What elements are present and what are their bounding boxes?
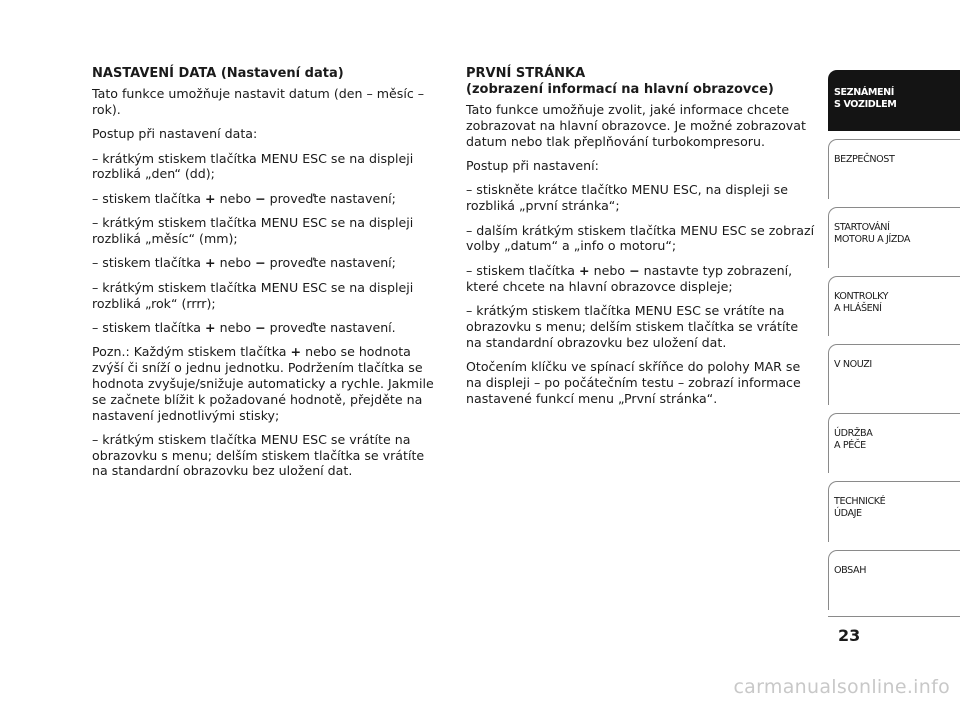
tab-v-nouzi[interactable]: V NOUZI: [828, 344, 960, 405]
right-column: [466, 66, 816, 415]
plus-symbol: +: [205, 319, 216, 335]
tabs-bottom-divider: [828, 616, 960, 617]
paragraph: – stiskem tlačítka + nebo − proveďte nastavení.: [92, 319, 396, 335]
plus-symbol: +: [205, 255, 216, 271]
paragraph: Postup při nastavení:: [466, 157, 599, 173]
minus-symbol: −: [629, 262, 640, 278]
chapter-tabs: [828, 70, 960, 610]
tab-udrzba-a-pece[interactable]: ÚDRŽBA A PÉČE: [828, 413, 960, 474]
minus-symbol: −: [255, 319, 266, 335]
page-number: 23: [838, 626, 861, 645]
paragraph: – krátkým stiskem tlačítka MENU ESC se na displeji rozbliká „den“ (dd);: [92, 150, 414, 182]
paragraph: Tato funkce umožňuje zvolit, jaké informace chcete zobrazovat na hlavní obrazovce. Je možné zobrazovat datum nebo tlak přeplňování turbokompresoru.: [466, 102, 806, 149]
plus-symbol: +: [290, 344, 302, 360]
paragraph: Otočením klíčku ve spínací skříňce do polohy MAR se na displeji – po počátečním testu – zobrazí informace nastavené funkcí menu „První stránka“.: [466, 358, 801, 406]
note-paragraph: Pozn.: Každým stiskem tlačítka + nebo se hodnota zvýší či sníží o jednu jednotku. Podržením tlačítka se hodnota zvyšuje/snižuje automaticky a rychle. Jakmile se začnete blížit k požadované hodnotě, přejděte na nastavení jednotlivými stisky;: [92, 344, 434, 423]
plus-symbol: +: [579, 262, 590, 278]
paragraph: – krátkým stiskem tlačítka MENU ESC se vrátíte na obrazovku s menu; delším stiskem tlačítka se vrátíte na standardní obrazovku bez uložení dat.: [92, 431, 425, 479]
tab-obsah[interactable]: OBSAH: [828, 550, 960, 611]
paragraph: – stiskem tlačítka + nebo − proveďte nastavení;: [92, 190, 396, 206]
paragraph: – krátkým stiskem tlačítka MENU ESC se vrátíte na obrazovku s menu; delším stiskem tlačítka se vrátíte na standardní obrazovku bez uložení dat.: [466, 302, 799, 350]
paragraph: Tato funkce umožňuje nastavit datum (den – měsíc – rok).: [92, 86, 425, 117]
paragraph: – krátkým stiskem tlačítka MENU ESC se na displeji rozbliká „měsíc“ (mm);: [92, 215, 414, 246]
tab-bezpecnost[interactable]: BEZPEČNOST: [828, 139, 960, 200]
minus-symbol: −: [255, 190, 266, 206]
paragraph: – stiskem tlačítka + nebo − nastavte typ zobrazení, které chcete na hlavní obrazovce displeje;: [466, 262, 793, 294]
paragraph: – dalším krátkým stiskem tlačítka MENU ESC se zobrazí volby „datum“ a „info o motoru“;: [466, 222, 815, 254]
tab-startovani-motoru[interactable]: STARTOVÁNÍ MOTORU A JÍZDA: [828, 207, 960, 268]
paragraph: – krátkým stiskem tlačítka MENU ESC se na displeji rozbliká „rok“ (rrrr);: [92, 279, 414, 311]
paragraph: – stiskem tlačítka + nebo − proveďte nastavení;: [92, 255, 396, 271]
tab-kontrolky-a-hlaseni[interactable]: KONTROLKY A HLÁŠENÍ: [828, 276, 960, 337]
plus-symbol: +: [205, 190, 216, 206]
paragraph: Postup při nastavení data:: [92, 126, 258, 142]
tab-seznameni-s-vozidlem[interactable]: SEZNÁMENÍ S VOZIDLEM: [828, 70, 960, 131]
tab-technicke-udaje[interactable]: TECHNICKÉ ÚDAJE: [828, 481, 960, 542]
watermark: carmanualsonline.info: [733, 676, 950, 698]
left-column: [92, 66, 438, 488]
paragraph: – stiskněte krátce tlačítko MENU ESC, na displeji se rozbliká „první stránka“;: [466, 182, 788, 214]
date-setting-heading: NASTAVENÍ DATA (Nastavení data): [92, 66, 344, 81]
first-page-heading: PRVNÍ STRÁNKA (zobrazení informací na hlavní obrazovce): [466, 66, 774, 97]
minus-symbol: −: [255, 255, 266, 271]
